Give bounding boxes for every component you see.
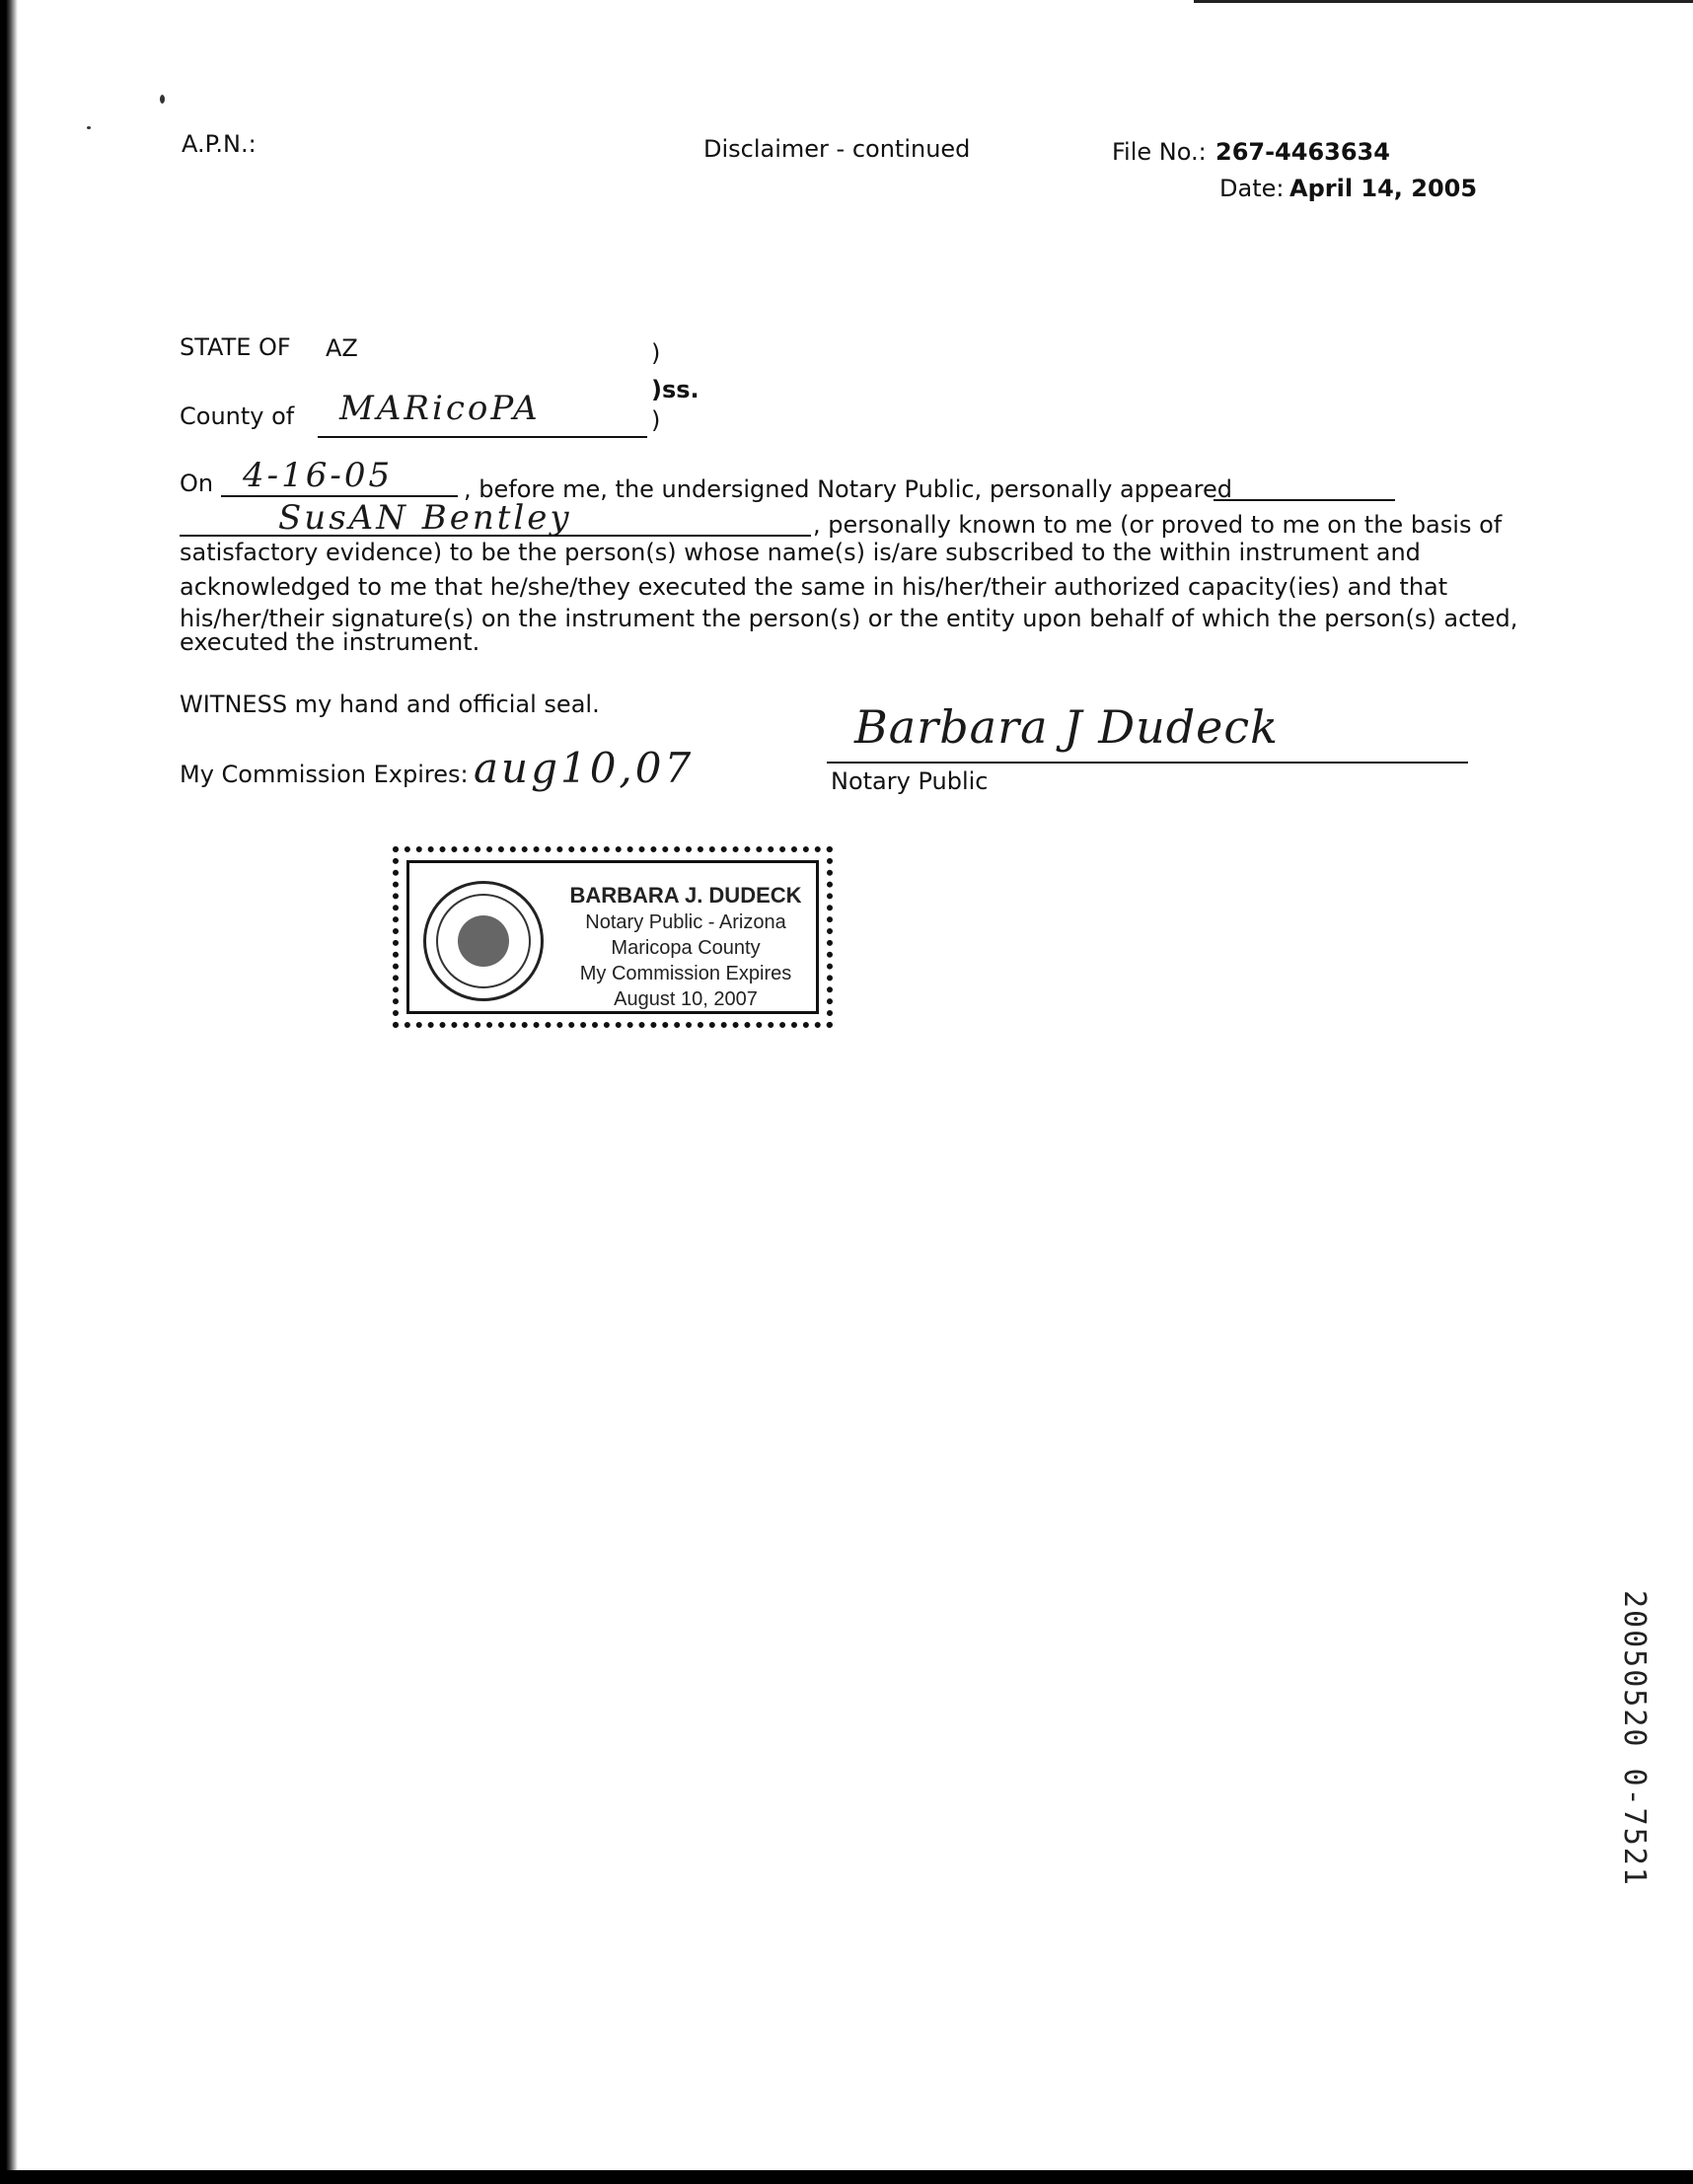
acknowledgment-line-4: acknowledged to me that he/she/they executed the same in his/her/their authorized capacity(ies) and that: [180, 573, 1448, 601]
scan-bottom-edge: [0, 2170, 1693, 2184]
recording-number-text: 20050520 0-7521: [1617, 1590, 1652, 1887]
person-handwritten: SusAN Bentley: [278, 498, 572, 538]
recording-number: [1617, 1590, 1657, 1887]
commission-date-handwritten: aug10,07: [474, 744, 695, 792]
county-handwritten: MARicoPA: [339, 389, 541, 428]
appeared-underline: [1214, 499, 1395, 501]
scan-top-edge: [1194, 0, 1693, 3]
state-value: AZ: [326, 334, 358, 362]
acknowledgment-line-5: his/her/their signature(s) on the instrument the person(s) or the entity upon behalf of which the person(s) acted,: [180, 605, 1518, 632]
acknowledgment-line-1: , before me, the undersigned Notary Public, personally appeared: [464, 475, 1232, 503]
stamp-line-4: My Commission Expires: [579, 963, 792, 984]
file-number-label: File No.:: [1112, 138, 1207, 166]
date-label: Date:: [1219, 175, 1285, 202]
stamp-line-5: August 10, 2007: [614, 988, 758, 1010]
apn-label: A.P.N.:: [182, 130, 257, 158]
page-title: Disclaimer - continued: [703, 135, 971, 163]
file-number: 267-4463634: [1215, 138, 1390, 166]
stamp-line-2: Notary Public - Arizona: [585, 911, 786, 933]
acknowledgment-line-2: , personally known to me (or proved to me on the basis of: [813, 511, 1503, 539]
acknowledgment-line-6: executed the instrument.: [180, 628, 480, 656]
stamp-name: BARBARA J. DUDECK: [569, 883, 802, 908]
county-label: County of: [180, 402, 295, 430]
witness-text: WITNESS my hand and official seal.: [180, 691, 600, 718]
date-value: April 14, 2005: [1289, 175, 1478, 202]
bracket: ): [651, 339, 661, 367]
stamp-line-3: Maricopa County: [611, 937, 761, 959]
on-label: On: [180, 470, 214, 497]
bracket: ): [651, 406, 661, 434]
scan-left-edge: [0, 0, 18, 2184]
state-seal-icon: [423, 881, 544, 1001]
notary-signature: Barbara J Dudeck: [854, 700, 1279, 754]
notary-public-label: Notary Public: [831, 767, 989, 795]
signature-line: [827, 762, 1468, 764]
stamp-border: [406, 860, 819, 1014]
date-handwritten: 4-16-05: [243, 456, 394, 495]
scan-speck: [160, 95, 165, 104]
notary-stamp: [393, 846, 833, 1028]
acknowledgment-line-3: satisfactory evidence) to be the person(s) whose name(s) is/are subscribed to the within instrument and: [180, 539, 1421, 566]
commission-label: My Commission Expires:: [180, 761, 469, 788]
state-label: STATE OF: [180, 333, 291, 361]
scan-speck: [87, 126, 91, 129]
ss-marker: )ss.: [651, 376, 699, 403]
county-underline: [318, 436, 647, 438]
person-underline: [180, 535, 811, 537]
date-underline: [221, 495, 458, 497]
